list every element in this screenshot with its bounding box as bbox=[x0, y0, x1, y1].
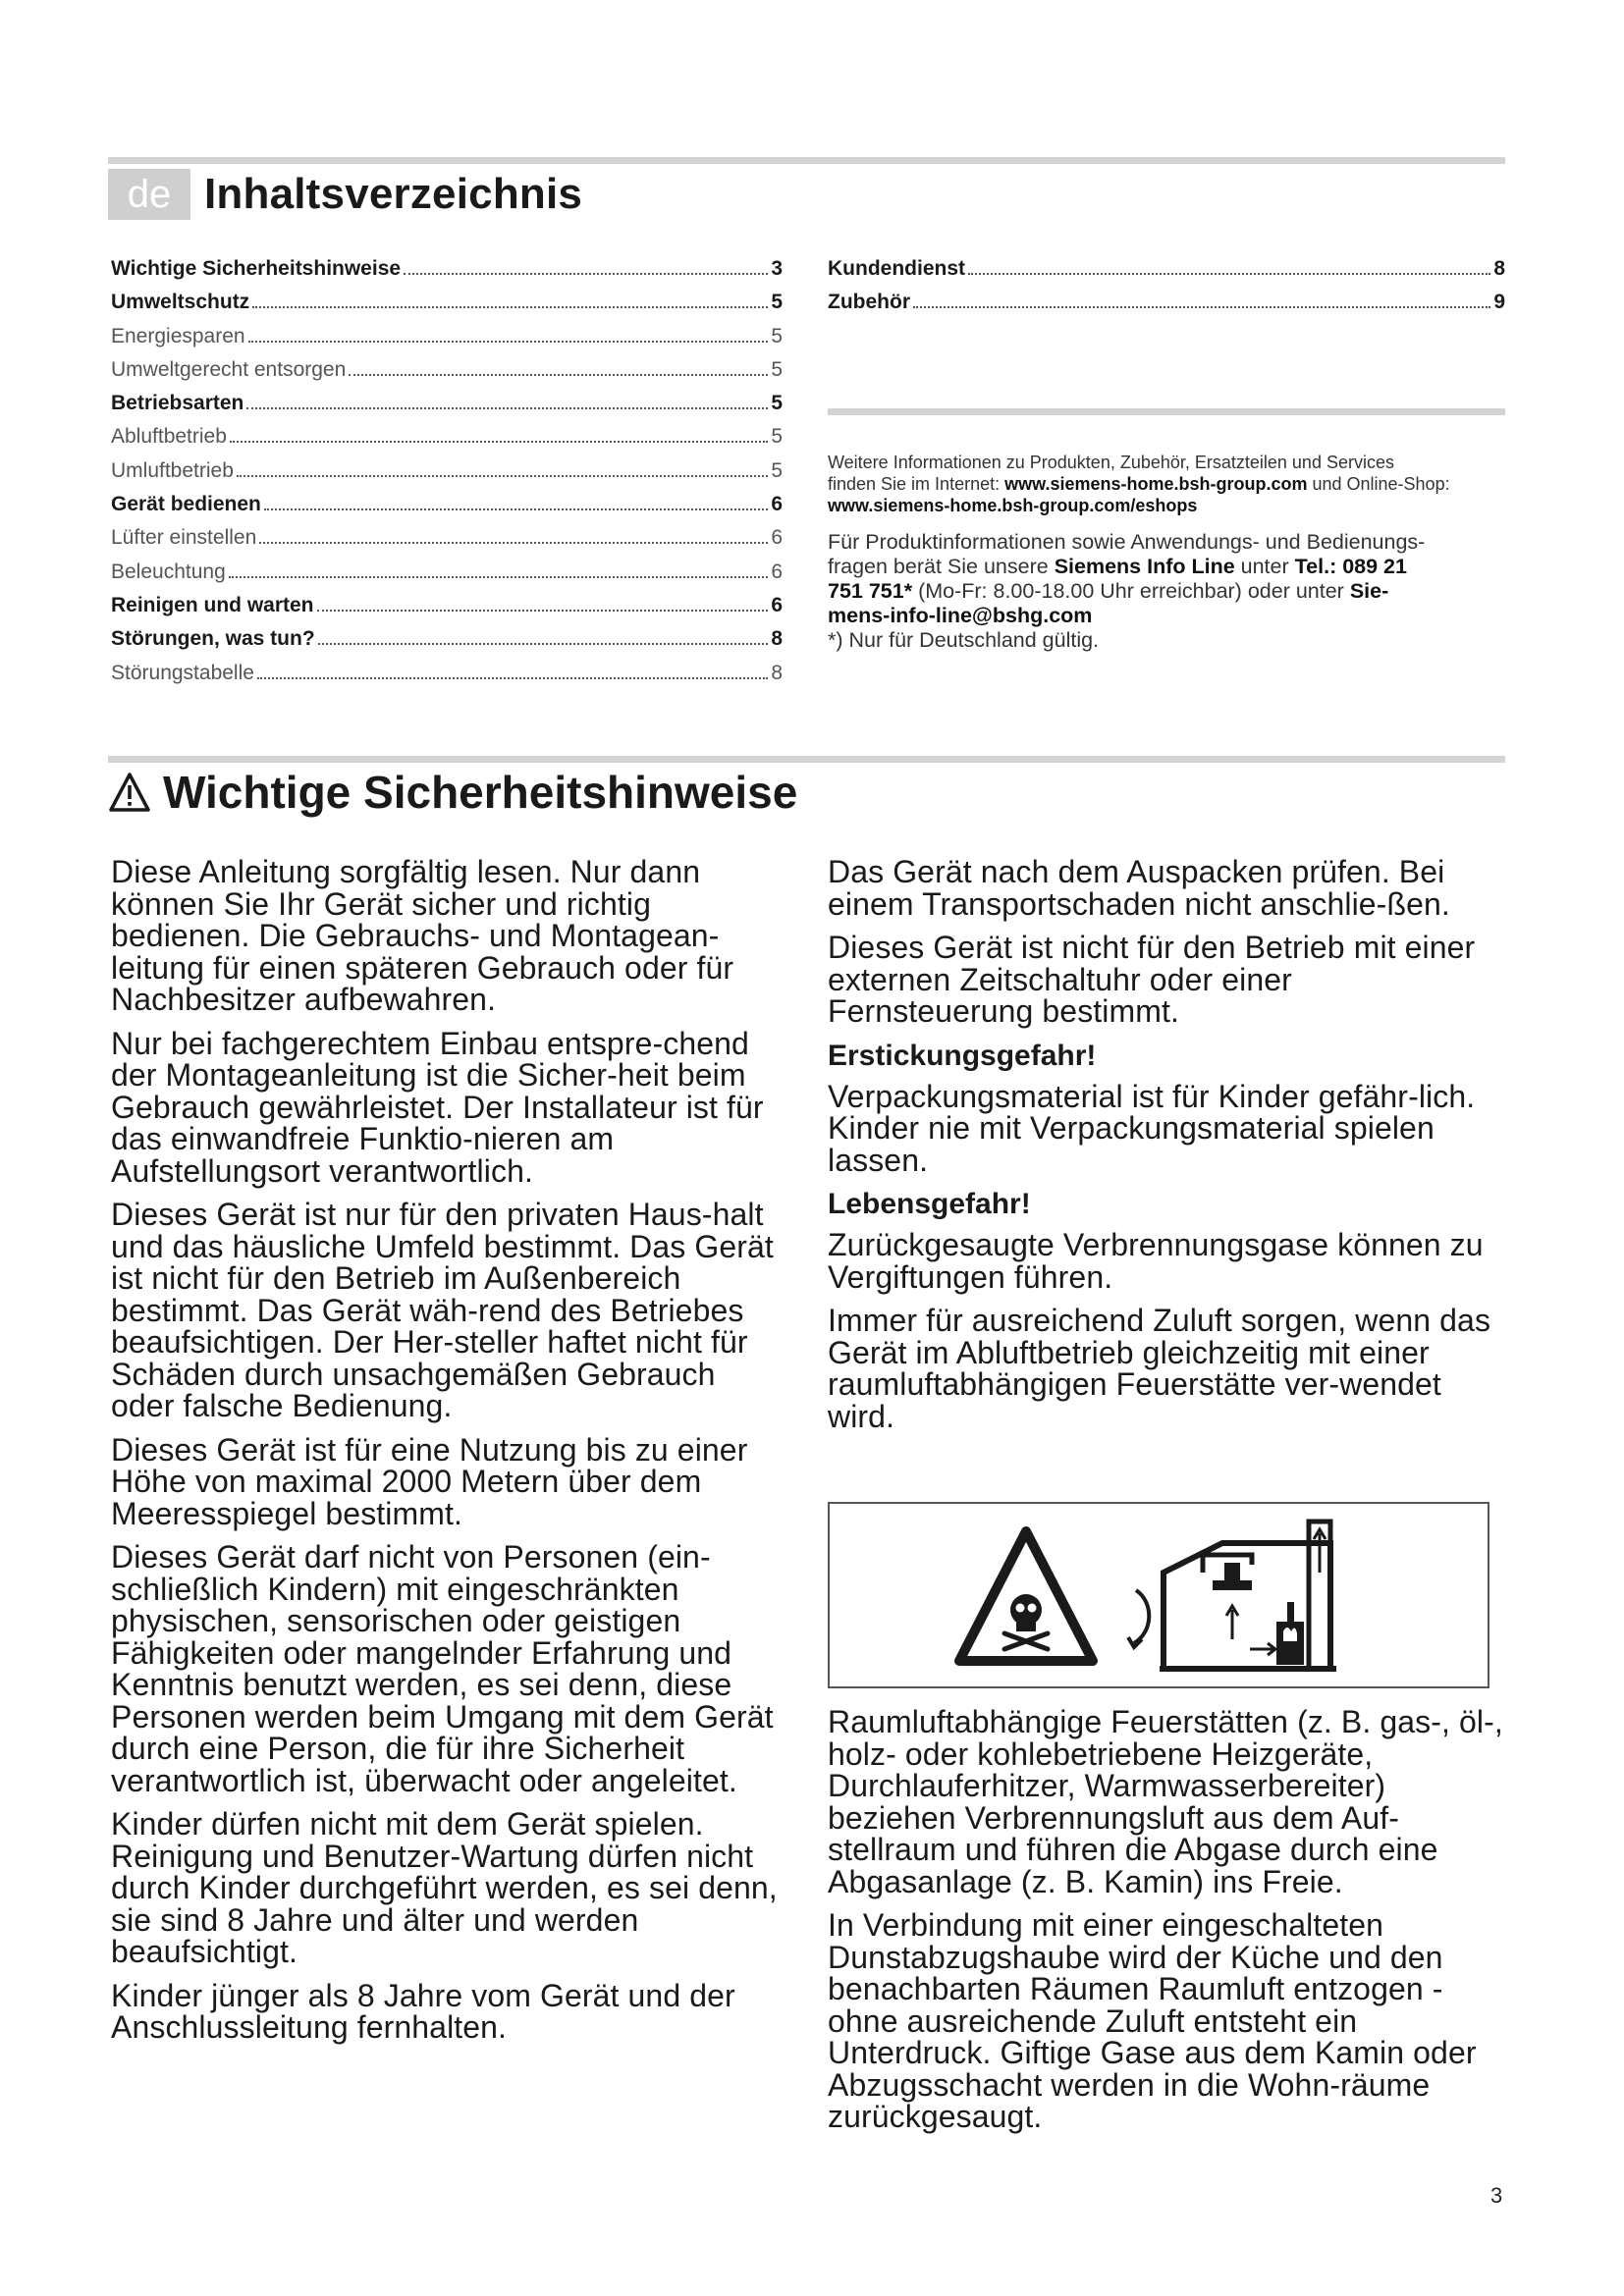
toc-entry-label: Umweltgerecht entsorgen bbox=[111, 357, 347, 381]
info-line2-mid: unter bbox=[1234, 555, 1295, 578]
safety-title-text: Wichtige Sicherheitshinweise bbox=[163, 767, 798, 818]
safety-section-title bbox=[108, 766, 797, 819]
toc-entry-page: 8 bbox=[771, 627, 783, 651]
toc-entry-leader bbox=[318, 643, 769, 645]
paragraph-combustion-gases: Zurückgesaugte Verbrennungsgase können zu Vergiftungen führen. bbox=[828, 1227, 1484, 1295]
toc-entry-label: Störungen, was tun? bbox=[111, 627, 315, 651]
top-divider bbox=[108, 157, 1505, 164]
paragraph-supply-air: Immer für ausreichend Zuluft sorgen, wenn das Gerät im Abluftbetrieb gleichzeitig mit einer raumluftabhängigen Feuerstätte ver-wendet wird. bbox=[828, 1303, 1491, 1434]
toc-entry[interactable] bbox=[828, 257, 1505, 291]
toc-entry-label: Energiesparen bbox=[111, 324, 245, 347]
eshop-link[interactable]: www.siemens-home.bsh-group.com/eshops bbox=[828, 496, 1198, 515]
toc-entry-page: 3 bbox=[771, 257, 783, 280]
page-number: 3 bbox=[1490, 2183, 1503, 2208]
paragraph-negative-pressure: In Verbindung mit einer eingeschalteten Dunstabzugshaube wird der Küche und den benachbarten Räumen Raumluft entzogen - ohne ausreichende Zuluft entsteht ein Unterdruck. Giftige Gase aus dem Kamin oder Abzugsschacht werden in die Wohn-räume zurückgesaugt. bbox=[828, 1907, 1477, 2134]
toc-entry-page: 6 bbox=[771, 526, 783, 550]
toc-entry-label: Störungstabelle bbox=[111, 661, 254, 684]
toc-entry-label: Lüfter einstellen bbox=[111, 526, 257, 550]
heading-suffocation: Erstickungsgefahr! bbox=[828, 1039, 1097, 1072]
toc-header bbox=[108, 169, 582, 220]
info-line-text bbox=[828, 530, 1515, 628]
paragraph-packaging: Verpackungsmaterial ist für Kinder gefähr-lich. Kinder nie mit Verpackungsmaterial spielen lassen. bbox=[828, 1078, 1476, 1178]
email-part1: Sie- bbox=[1349, 579, 1389, 603]
info-line2: fragen berät Sie unsere bbox=[828, 555, 1055, 578]
toc-entry-page: 8 bbox=[771, 661, 783, 684]
toc-entry[interactable] bbox=[111, 627, 783, 661]
paragraph-fireplaces: Raumluftabhängige Feuerstätten (z. B. gas-, öl-, holz- oder kohlebetriebene Heizgeräte, Durchlauferhitzer, Warmwasserbereiter) beziehen Verbrennungsluft aus dem Auf-stellraum und führen die Abgase durch eine Abgasanlage (z. B. Kamin) ins Freie. bbox=[828, 1704, 1503, 1899]
web-info-line2-post: und Online-Shop: bbox=[1307, 474, 1450, 494]
toc-entry-label: Abluftbetrieb bbox=[111, 425, 227, 449]
toc-entry-label: Reinigen und warten bbox=[111, 593, 314, 616]
heading-danger-to-life: Lebensgefahr! bbox=[828, 1188, 1031, 1220]
toc-entry[interactable] bbox=[111, 526, 783, 560]
toc-entry-leader bbox=[248, 341, 769, 343]
toc-entry-leader bbox=[246, 407, 768, 409]
toc-entry[interactable] bbox=[111, 594, 783, 627]
web-info-line2: finden Sie im Internet: bbox=[828, 474, 1005, 494]
toc-entry[interactable] bbox=[111, 291, 783, 324]
toc-entry[interactable] bbox=[111, 561, 783, 594]
safety-right-column-lower bbox=[828, 1706, 1505, 2145]
info-line-name: Siemens Info Line bbox=[1054, 555, 1235, 578]
footnote: *) Nur für Deutschland gültig. bbox=[828, 628, 1100, 652]
safety-paragraph: Kinder jünger als 8 Jahre vom Gerät und der Anschlussleitung fernhalten. bbox=[111, 1977, 735, 2045]
toc-entry-leader bbox=[237, 475, 768, 477]
toc-title: Inhaltsverzeichnis bbox=[204, 170, 583, 218]
info-line3: (Mo-Fr: 8.00-18.00 Uhr erreichbar) oder unter bbox=[912, 579, 1350, 603]
safety-paragraph: Diese Anleitung sorgfältig lesen. Nur dann können Sie Ihr Gerät sicher und richtig bedienen. Die Gebrauchs- und Montagean-leitung für einen späteren Gebrauch oder für Nachbesitzer aufbewahren. bbox=[111, 854, 734, 1017]
toc-entry-label: Gerät bedienen bbox=[111, 493, 261, 516]
info-block bbox=[828, 452, 1515, 653]
toc-entry-page: 5 bbox=[771, 458, 783, 482]
toc-entry-page: 6 bbox=[771, 493, 783, 516]
toc-entry-label: Betriebsarten bbox=[111, 392, 244, 415]
toc-entry[interactable] bbox=[111, 325, 783, 358]
toc-entry-page: 9 bbox=[1493, 291, 1505, 314]
toc-entry-page: 5 bbox=[771, 392, 783, 415]
toc-entry[interactable] bbox=[111, 459, 783, 493]
info-divider bbox=[828, 408, 1505, 415]
toc-entry-label: Wichtige Sicherheitshinweise bbox=[111, 257, 402, 280]
toc-entry-page: 5 bbox=[771, 357, 783, 381]
safety-paragraph: Dieses Gerät ist nur für den privaten Haus-halt und das häusliche Umfeld bestimmt. Das Gerät ist nicht für den Betrieb im Außenbereich bestimmt. Das Gerät wäh-rend des Betriebes beaufsichtigen. Der Her-steller haftet nicht für Schäden durch unsachgemäßen Gebrauch oder falsche Bedienung. bbox=[111, 1197, 774, 1423]
safety-paragraph: Kinder dürfen nicht mit dem Gerät spielen. Reinigung und Benutzer-Wartung dürfen nicht durch Kinder durchgeführt werden, es sei denn, sie sind 8 Jahre und älter und werden beaufsichtigt. bbox=[111, 1806, 778, 1969]
toc-entry[interactable] bbox=[111, 493, 783, 526]
toc-entry-leader bbox=[349, 374, 768, 376]
toc-entry-page: 6 bbox=[771, 560, 783, 583]
ventilation-diagram-icon bbox=[830, 1504, 1488, 1686]
toc-left-column bbox=[111, 257, 783, 695]
toc-entry-leader bbox=[317, 610, 769, 612]
safety-paragraph: Dieses Gerät darf nicht von Personen (ein-schließlich Kindern) mit eingeschränkten physischen, sensorischen oder geistigen Fähigkeiten oder mangelnder Erfahrung und Kenntnis benutzt werden, es sei denn, diese Personen werden beim Umgang mit dem Gerät durch eine Person, die für ihre Sicherheit verantwortlich ist, überwacht oder angeleitet. bbox=[111, 1539, 774, 1798]
toc-entry-label: Beleuchtung bbox=[111, 560, 226, 583]
toc-entry-label: Kundendienst bbox=[828, 257, 965, 280]
toc-entry-leader bbox=[404, 273, 768, 275]
toc-entry-page: 6 bbox=[771, 593, 783, 616]
toc-entry-label: Umluftbetrieb bbox=[111, 458, 234, 482]
toc-entry-label: Zubehör bbox=[828, 291, 910, 314]
telephone-number-part2: 751 751* bbox=[828, 579, 913, 603]
toc-entry-label: Umweltschutz bbox=[111, 291, 250, 314]
toc-entry[interactable] bbox=[111, 662, 783, 695]
toc-entry-leader bbox=[229, 576, 769, 578]
language-badge: de bbox=[108, 169, 190, 220]
toc-entry[interactable] bbox=[828, 291, 1505, 324]
toc-entry-page: 5 bbox=[771, 425, 783, 449]
website-link[interactable]: www.siemens-home.bsh-group.com bbox=[1004, 474, 1308, 494]
ventilation-warning-illustration bbox=[828, 1502, 1489, 1688]
toc-entry-page: 5 bbox=[771, 324, 783, 347]
toc-entry-leader bbox=[252, 306, 768, 308]
web-info-line1: Weitere Informationen zu Produkten, Zubehör, Ersatzteilen und Services bbox=[828, 453, 1394, 472]
safety-paragraph: Nur bei fachgerechtem Einbau entspre-chend der Montageanleitung ist die Sicher-heit beim Gebrauch gewährleistet. Der Installateur ist für das einwandfreie Funktio-nieren am Aufstellungsort verantwortlich. bbox=[111, 1025, 764, 1189]
safety-left-column bbox=[111, 856, 779, 2056]
toc-entry[interactable] bbox=[111, 358, 783, 392]
toc-entry[interactable] bbox=[111, 392, 783, 425]
toc-entry-page: 5 bbox=[771, 291, 783, 314]
safety-right-column-upper bbox=[828, 856, 1505, 1444]
toc-entry[interactable] bbox=[111, 257, 783, 291]
toc-entry-leader bbox=[264, 508, 768, 510]
toc-right-column bbox=[828, 257, 1505, 325]
toc-entry[interactable] bbox=[111, 425, 783, 458]
info-line1: Für Produktinformationen sowie Anwendungs- und Bedienungs- bbox=[828, 530, 1426, 554]
section-divider bbox=[108, 756, 1505, 763]
toc-entry-leader bbox=[259, 542, 768, 544]
toc-entry-leader bbox=[230, 441, 768, 443]
paragraph-transport-check: Das Gerät nach dem Auspacken prüfen. Bei einem Transportschaden nicht anschlie-ßen. bbox=[828, 854, 1450, 922]
warning-triangle-icon bbox=[108, 772, 151, 813]
toc-entry-leader bbox=[968, 273, 1490, 275]
toc-entry-leader bbox=[913, 306, 1490, 308]
web-info bbox=[828, 452, 1515, 516]
email-link[interactable]: mens-info-line@bshg.com bbox=[828, 604, 1093, 627]
toc-entry-page: 8 bbox=[1493, 257, 1505, 280]
telephone-number-part1: Tel.: 089 21 bbox=[1294, 555, 1407, 578]
toc-entry-leader bbox=[257, 677, 768, 679]
paragraph-timer: Dieses Gerät ist nicht für den Betrieb mit einer externen Zeitschaltuhr oder einer Fernsteuerung bestimmt. bbox=[828, 930, 1476, 1029]
safety-paragraph: Dieses Gerät ist für eine Nutzung bis zu einer Höhe von maximal 2000 Metern über dem Meeresspiegel bestimmt. bbox=[111, 1431, 748, 1531]
